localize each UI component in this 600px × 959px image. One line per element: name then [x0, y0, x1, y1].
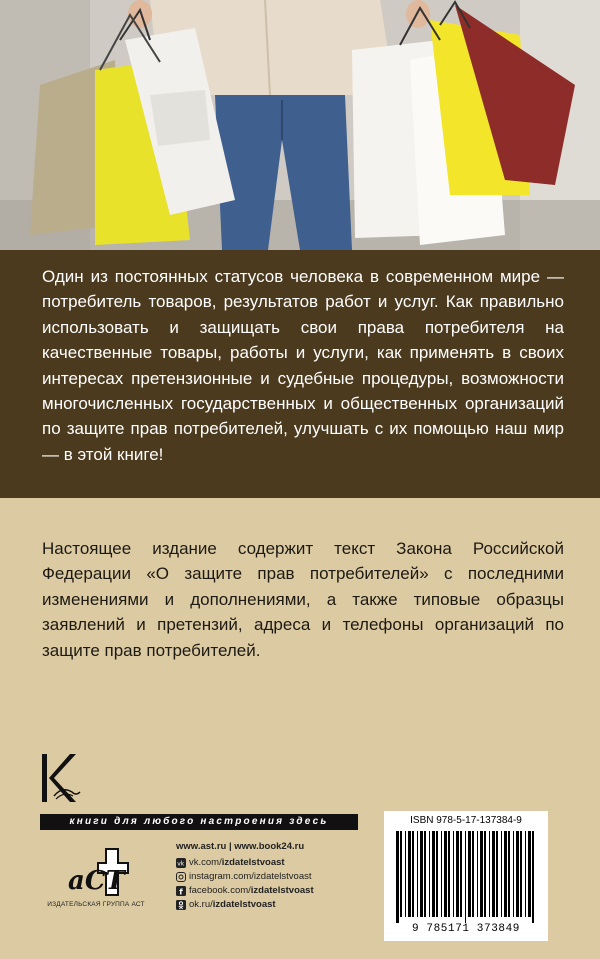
barcode-bar — [520, 831, 522, 917]
barcode-bar — [448, 831, 450, 917]
barcode-bar — [525, 831, 526, 917]
barcode-bar — [513, 831, 514, 917]
barcode-bar — [408, 831, 411, 917]
shopping-bags-illustration — [0, 0, 600, 250]
slogan-bar: книги для любого настроения здесь — [40, 814, 358, 830]
barcode-bar — [468, 831, 471, 917]
barcode-bar — [504, 831, 507, 917]
publisher-links — [176, 840, 314, 912]
barcode-image — [394, 831, 538, 923]
vk-prefix: vk.com/ — [189, 857, 222, 868]
barcode-bar — [436, 831, 438, 917]
barcode-bar — [489, 831, 490, 917]
odnoklassniki-icon — [176, 900, 186, 910]
barcode-bar — [460, 831, 462, 917]
barcode-bar — [432, 831, 435, 917]
barcode-bar — [444, 831, 447, 917]
barcode-bar — [396, 831, 399, 923]
ean-digits: 9 785171 373849 — [411, 923, 521, 935]
description-text: Один из постоянных статусов человека в современном мире — потребитель товаров, результатов работ и услуг. Как правильно использовать и защищать свои права потребителя на качественные товары, работы и услуги, как применять в своих интересах претензионные и судебные процедуры, возможности многочисленных государственных и общественных организаций по защите прав потребителей, улучшать с их помощью наш мир — в этой книге! — [42, 267, 564, 464]
instagram-link[interactable] — [176, 870, 314, 884]
svg-text:vk: vk — [177, 860, 185, 868]
barcode-bar — [400, 831, 402, 917]
vk-link[interactable] — [176, 856, 314, 870]
barcode-bar — [501, 831, 502, 917]
barcode-bar — [420, 831, 423, 917]
facebook-handle: izdatelstvoast — [250, 885, 314, 896]
facebook-link[interactable] — [176, 884, 314, 898]
barcode-bar — [441, 831, 442, 917]
cover-photo — [0, 0, 600, 250]
vk-icon — [176, 858, 186, 868]
ok-handle: izdatelstvoast — [212, 899, 276, 910]
barcode-bar — [516, 831, 519, 917]
barcode-bar — [496, 831, 498, 917]
barcode-bar — [508, 831, 510, 917]
barcode-bar — [532, 831, 534, 923]
vk-handle: izdatelstvoast — [221, 857, 285, 868]
ast-logo — [66, 845, 130, 904]
instagram-icon — [176, 872, 186, 882]
publisher-caption: ИЗДАТЕЛЬСКАЯ ГРУППА АСТ — [47, 901, 145, 908]
edition-note: Настоящее издание содержит текст Закона Российской Федерации «О защите прав потребителей» с последними изменениями и дополнениями, а также типовые образцы заявлений и претензий, адреса и телефоны организаций по защите прав потребителей. — [42, 539, 564, 660]
ok-prefix: ok.ru/ — [189, 899, 213, 910]
barcode-bar — [424, 831, 426, 917]
svg-text:f: f — [179, 887, 183, 896]
barcode-bar — [429, 831, 430, 917]
barcode-bar — [484, 831, 486, 917]
barcode-bar — [465, 831, 466, 923]
barcode-bar — [412, 831, 414, 917]
description-band — [0, 250, 600, 498]
publisher-k-logo — [40, 752, 84, 811]
facebook-prefix: facebook.com/ — [189, 885, 251, 896]
barcode-bar — [456, 831, 459, 917]
barcode-bar — [453, 831, 454, 917]
instagram-text: instagram.com/izdatelstvoast — [189, 871, 312, 882]
barcode-box — [384, 811, 548, 941]
barcode-bar — [417, 831, 418, 917]
ast-logo-text: aCT — [68, 866, 125, 896]
ok-link[interactable] — [176, 898, 314, 912]
facebook-icon — [176, 886, 186, 896]
barcode-bar — [472, 831, 474, 917]
barcode-bar — [480, 831, 483, 917]
barcode-bar — [492, 831, 495, 917]
barcode-bar — [528, 831, 531, 917]
barcode-bar — [405, 831, 406, 917]
website-links[interactable]: www.ast.ru | www.book24.ru — [176, 841, 305, 852]
isbn-label: ISBN 978-5-17-137384-9 — [410, 815, 522, 826]
barcode-bar — [477, 831, 478, 917]
